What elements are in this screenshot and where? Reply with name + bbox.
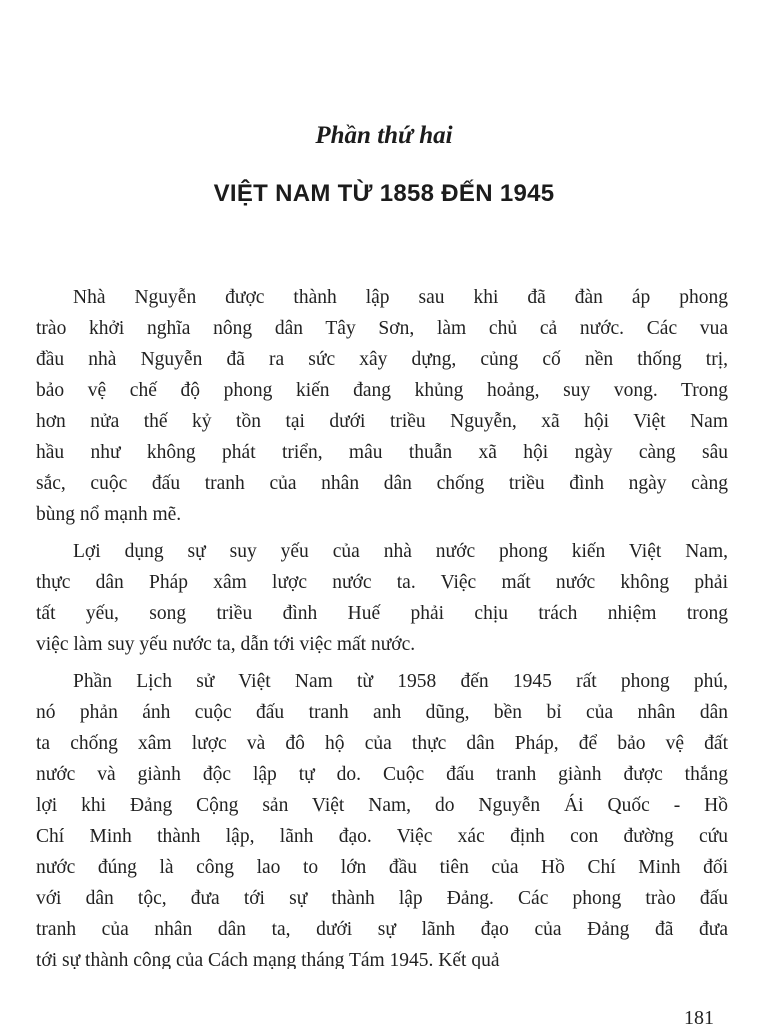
text-line: trào khởi nghĩa nông dân Tây Sơn, làm chủ cả nước. Các vua [36,318,728,339]
text-line: hầu như không phát triển, mâu thuẫn xã hội ngày càng sâu [36,442,728,463]
part-title: Phần thứ hai [315,122,453,149]
text-line: Lợi dụng sự suy yếu của nhà nước phong kiến Việt Nam, [73,541,728,562]
text-line: sắc, cuộc đấu tranh của nhân dân chống triều đình ngày càng [36,473,728,494]
text-line: bảo vệ chế độ phong kiến đang khủng hoảng, suy vong. Trong [36,380,728,401]
text-line: ta chống xâm lược và đô hộ của thực dân Pháp, để bảo vệ đất [36,733,728,754]
page-number: 181 [684,1007,714,1029]
text-line: nó phản ánh cuộc đấu tranh anh dũng, bền bỉ của nhân dân [36,702,728,723]
body-text [36,282,728,975]
text-line: việc làm suy yếu nước ta, dẫn tới việc mất nước. [36,634,416,655]
text-line: lợi khi Đảng Cộng sản Việt Nam, do Nguyễn Ái Quốc - Hồ [36,795,728,816]
text-line: nước và giành độc lập tự do. Cuộc đấu tranh giành được thắng [36,764,728,785]
text-line: tranh của nhân dân ta, dưới sự lãnh đạo của Đảng đã đưa [36,919,728,940]
text-line: với dân tộc, đưa tới sự thành lập Đảng. Các phong trào đấu [36,888,728,909]
text-line: đầu nhà Nguyễn đã ra sức xây dựng, củng cố nền thống trị, [36,349,728,370]
chapter-title: VIỆT NAM TỪ 1858 ĐẾN 1945 [213,180,555,207]
text-line: Nhà Nguyễn được thành lập sau khi đã đàn áp phong [73,287,728,308]
paragraph [36,666,728,969]
text-line: thực dân Pháp xâm lược nước ta. Việc mất nước không phải [36,572,728,593]
text-line: tất yếu, song triều đình Huế phải chịu trách nhiệm trong [36,603,728,624]
text-line: Phần Lịch sử Việt Nam từ 1958 đến 1945 rất phong phú, [73,671,728,692]
paragraph [36,282,728,530]
text-line: Chí Minh thành lập, lãnh đạo. Việc xác định con đường cứu [36,826,728,847]
text-line: hơn nửa thế kỷ tồn tại dưới triều Nguyễn, xã hội Việt Nam [36,411,728,432]
text-line: tới sự thành công của Cách mạng tháng Tám 1945. Kết quả [36,950,500,969]
text-line: bùng nổ mạnh mẽ. [36,504,182,525]
text-line: nước đúng là công lao to lớn đầu tiên của Hồ Chí Minh đối [36,857,728,878]
paragraph [36,536,728,660]
